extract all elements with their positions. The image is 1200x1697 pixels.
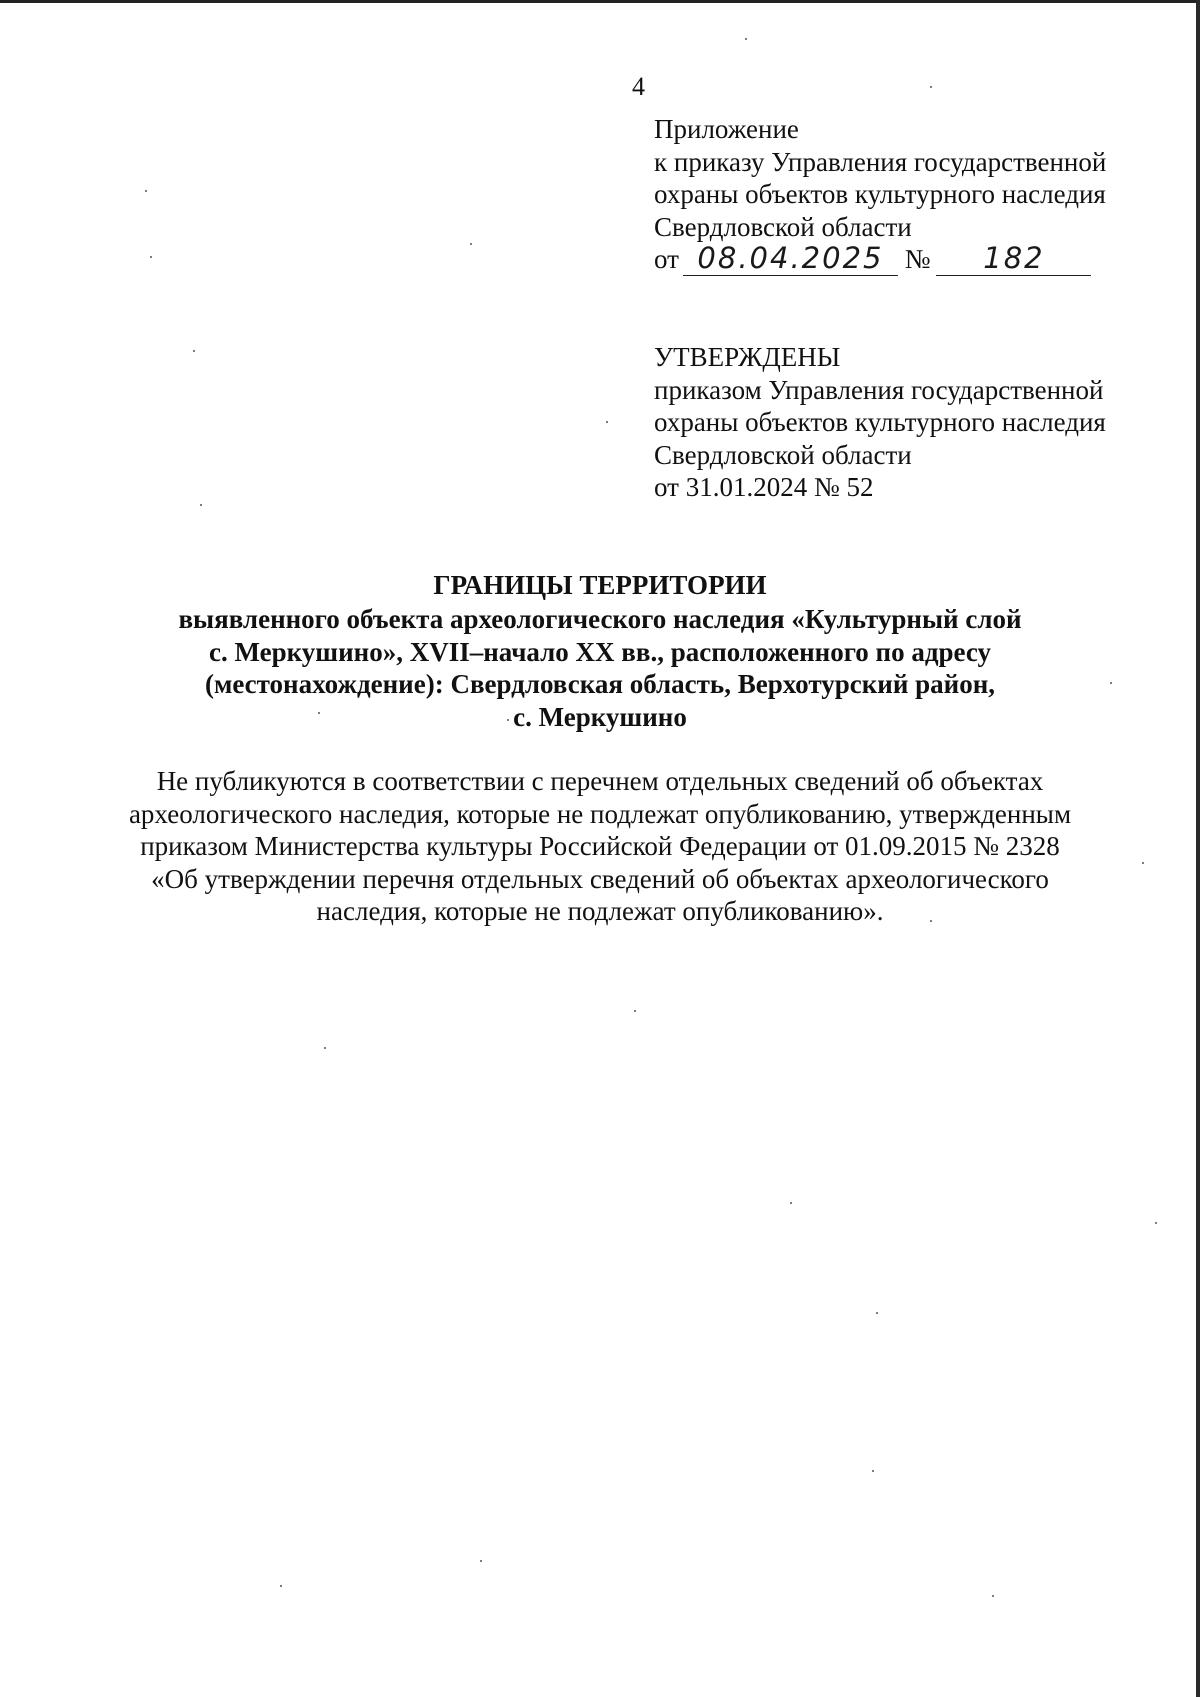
scan-speck <box>145 190 147 192</box>
subtitle-line: выявленного объекта археологического наследия «Культурный слой <box>178 604 1022 634</box>
scan-speck <box>193 350 195 352</box>
scan-speck <box>876 1312 878 1314</box>
number-prefix: № <box>904 244 931 274</box>
publication-note <box>0 765 1200 928</box>
scan-speck <box>790 1202 792 1204</box>
appendix-line: к приказу Управления государственной <box>654 146 1107 177</box>
handwritten-number: 182 <box>936 245 1091 276</box>
scan-speck <box>606 421 608 423</box>
subtitle-line: с. Меркушино <box>513 701 687 732</box>
note-line: наследия, которые не подлежат опубликованию». <box>316 896 884 926</box>
appendix-line: Приложение <box>654 114 799 144</box>
subtitle-line: с. Меркушино», XVII–начало XX вв., расположенного по адресу <box>209 636 991 667</box>
note-line: приказом Министерства культуры Российской Федерации от 01.09.2015 № 2328 <box>140 831 1060 861</box>
scan-speck <box>930 86 932 88</box>
scan-speck <box>1155 1222 1157 1224</box>
page-edge-top <box>0 0 1200 3</box>
document-title: ГРАНИЦЫ ТЕРРИТОРИИ <box>433 570 767 600</box>
approved-line: Свердловской области <box>654 439 912 470</box>
note-line: «Об утверждении перечня отдельных сведений об объектах археологического <box>151 863 1049 894</box>
scan-speck <box>634 1010 636 1012</box>
approved-block <box>654 341 1106 504</box>
subtitle-line: (местонахождение): Свердловская область, Верхотурский район, <box>204 669 996 699</box>
date-prefix: от <box>654 244 679 274</box>
scan-speck <box>280 1585 282 1587</box>
handwritten-date: 08.04.2025 <box>683 245 898 276</box>
appendix-block <box>654 113 1106 276</box>
scan-speck <box>930 920 932 922</box>
scan-speck <box>1142 862 1144 864</box>
approved-line: УТВЕРЖДЕНЫ <box>654 342 841 372</box>
approved-line: приказом Управления государственной <box>654 374 1104 405</box>
page-number: 4 <box>632 72 645 101</box>
scan-speck <box>200 504 202 506</box>
scan-speck <box>745 38 747 40</box>
document-subtitle <box>0 603 1200 733</box>
scan-speck <box>324 1047 326 1049</box>
scan-speck <box>872 1470 874 1472</box>
approved-line: охраны объектов культурного наследия <box>654 407 1106 437</box>
appendix-date-line <box>654 240 1106 276</box>
appendix-line: охраны объектов культурного наследия <box>654 179 1106 209</box>
scan-speck <box>470 243 472 245</box>
scan-speck <box>480 1560 482 1562</box>
scan-speck <box>150 256 152 258</box>
scan-speck <box>1110 682 1112 684</box>
scan-speck <box>318 712 320 714</box>
appendix-line: Свердловской области <box>654 211 912 242</box>
approved-line: от 31.01.2024 № 52 <box>654 472 874 502</box>
scan-speck <box>507 719 509 721</box>
note-line: археологического наследия, которые не подлежат опубликованию, утвержденным <box>128 798 1072 829</box>
note-line: Не публикуются в соответствии с перечнем отдельных сведений об объектах <box>156 766 1044 796</box>
scan-speck <box>992 1595 994 1597</box>
